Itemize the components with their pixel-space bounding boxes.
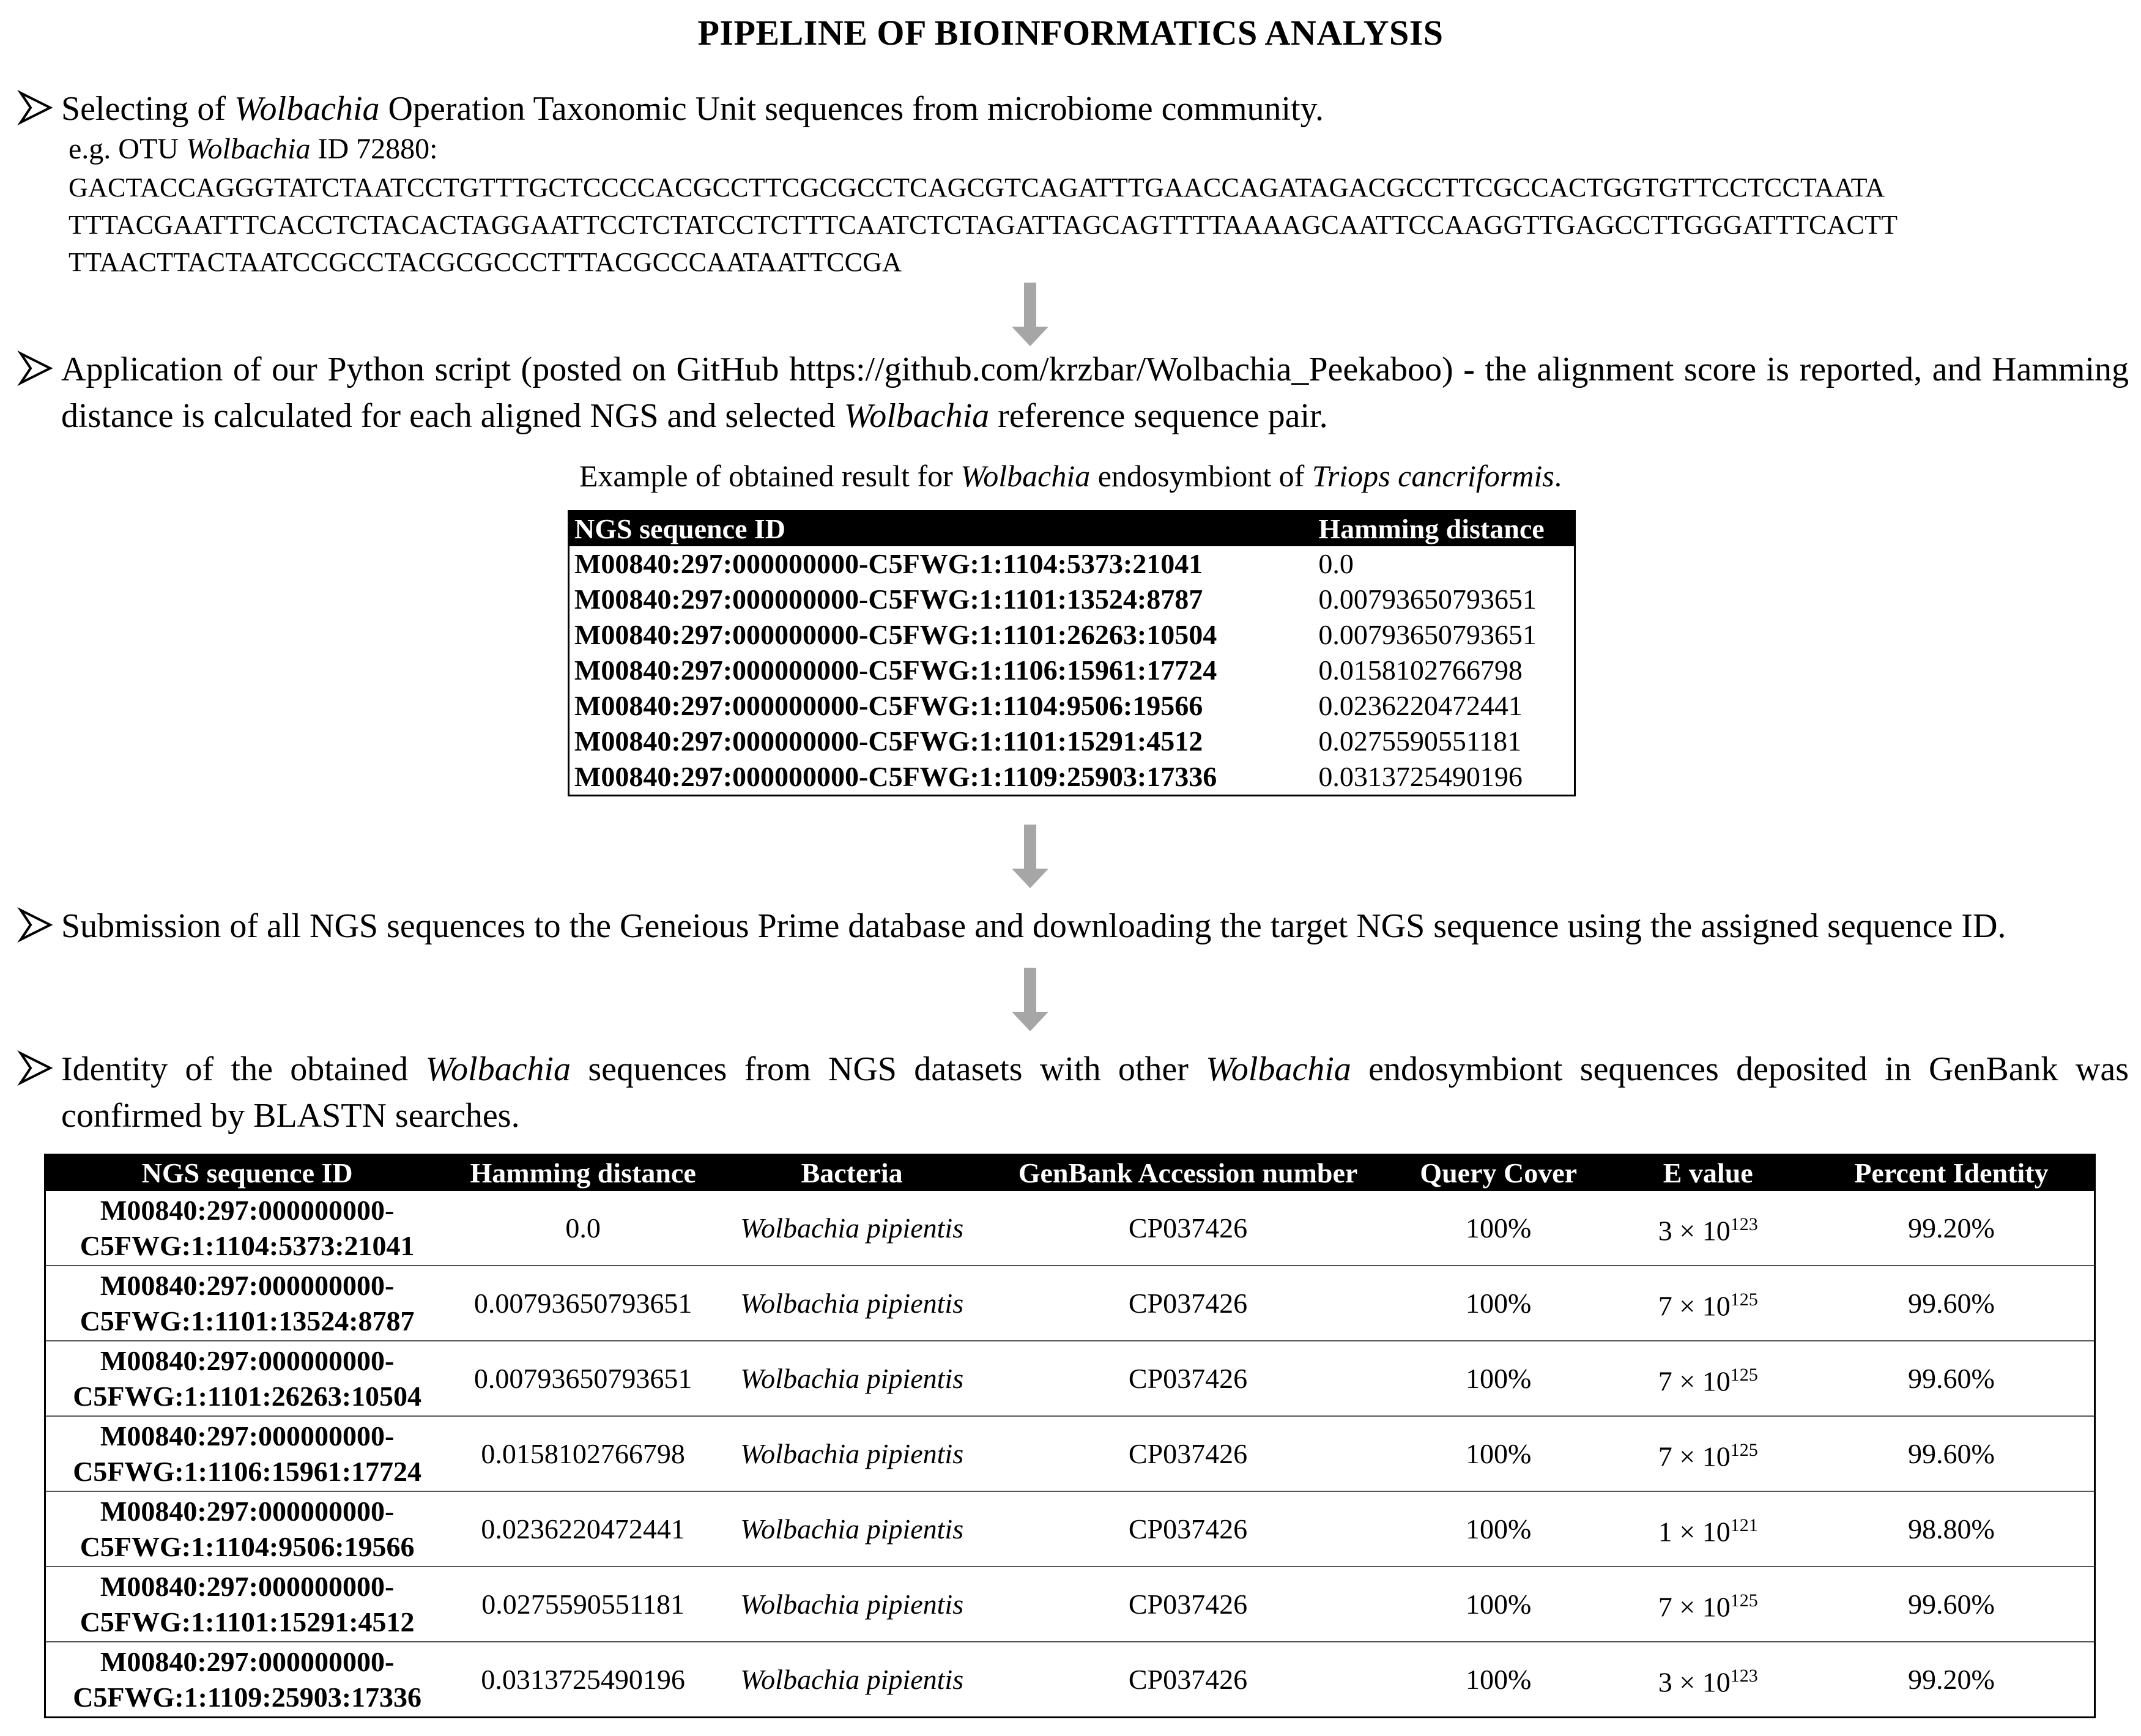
e-value-cell: $7 \times 10^{125}$ bbox=[1608, 1341, 1809, 1416]
arrowhead-bullet-icon bbox=[17, 1050, 54, 1086]
table-row bbox=[569, 617, 1575, 653]
e-value-cell: $7 \times 10^{125}$ bbox=[1608, 1416, 1809, 1491]
table-row bbox=[45, 1416, 2095, 1491]
hamming-cell: 0.00793650793651 bbox=[448, 1266, 718, 1341]
accession-cell: CP037426 bbox=[986, 1266, 1390, 1341]
query-cover-cell: 100% bbox=[1390, 1491, 1608, 1567]
hamming-cell: 0.0313725490196 bbox=[1318, 761, 1523, 792]
arrowhead-bullet-icon bbox=[17, 907, 54, 943]
sequence-line: TTTACGAATTTCACCTCTACACTAGGAATTCCTCTATCCTCTTTCAATCTCTAGATTAGCAGTTTTAAAAGCAATTCCAAGGTTGAGCCTTGGGATTTCACTT bbox=[69, 210, 1898, 240]
hamming-cell: 0.0 bbox=[1318, 548, 1354, 579]
table-caption: Example of obtained result for Wolbachia endosymbiont of Triops cancriformis. bbox=[579, 459, 1562, 493]
bacteria-cell: Wolbachia pipientis bbox=[718, 1416, 986, 1491]
e-value-cell: $1 \times 10^{121}$ bbox=[1608, 1491, 1809, 1567]
hamming-cell: 0.0158102766798 bbox=[448, 1416, 718, 1491]
page-title: PIPELINE OF BIOINFORMATICS ANALYSIS bbox=[697, 13, 1444, 53]
sequence-id-cell: M00840:297:000000000- C5FWG:1:1104:5373:21041 bbox=[45, 1191, 449, 1266]
sequence-id-cell: M00840:297:000000000- C5FWG:1:1101:13524:8787 bbox=[45, 1266, 449, 1341]
blastn-results-table bbox=[44, 1154, 2096, 1718]
percent-identity-cell: 99.20% bbox=[1809, 1191, 2095, 1266]
hamming-cell: 0.00793650793651 bbox=[448, 1341, 718, 1416]
table-row bbox=[569, 582, 1575, 617]
hamming-cell: 0.0236220472441 bbox=[448, 1491, 718, 1567]
sequence-id-cell: M00840:297:000000000-C5FWG:1:1106:15961:17724 bbox=[574, 655, 1217, 686]
accession-cell: CP037426 bbox=[986, 1642, 1390, 1718]
example-label: e.g. OTU Wolbachia ID 72880: bbox=[69, 133, 438, 165]
step-2 bbox=[17, 346, 2129, 439]
sequence-id-cell: M00840:297:000000000- C5FWG:1:1101:26263:10504 bbox=[45, 1341, 449, 1416]
step-2-text: Application of our Python script (posted on GitHub https://github.com/krzbar/Wolbachia_Peekaboo) - the alignment score is reported, and Hamming distance is calculated for each aligned NGS and selected Wolbachia reference sequence pair. bbox=[61, 351, 2129, 435]
bacteria-cell: Wolbachia pipientis bbox=[718, 1491, 986, 1567]
sequence-line: TTAACTTACTAATCCGCCTACGCGCCCTTTACGCCCAATAATTCCGA bbox=[69, 247, 902, 277]
column-header: Hamming distance bbox=[1282, 511, 1575, 547]
hamming-cell: 0.0 bbox=[448, 1191, 718, 1266]
bacteria-cell: Wolbachia pipientis bbox=[718, 1191, 986, 1266]
sequence-id-cell: M00840:297:000000000- C5FWG:1:1104:9506:19566 bbox=[45, 1491, 449, 1567]
sequence-id-cell: M00840:297:000000000- C5FWG:1:1109:25903:17336 bbox=[45, 1642, 449, 1718]
column-header: Bacteria bbox=[718, 1155, 986, 1192]
sequence-id-cell: M00840:297:000000000-C5FWG:1:1101:13524:8787 bbox=[574, 584, 1203, 615]
table-row bbox=[45, 1491, 2095, 1567]
hamming-cell: 0.0313725490196 bbox=[448, 1642, 718, 1718]
hamming-cell: 0.00793650793651 bbox=[1318, 584, 1537, 615]
arrowhead-bullet-icon bbox=[17, 89, 54, 126]
sequence-id-cell: M00840:297:000000000-C5FWG:1:1109:25903:17336 bbox=[574, 761, 1217, 792]
hamming-cell: 0.0275590551181 bbox=[448, 1567, 718, 1642]
query-cover-cell: 100% bbox=[1390, 1567, 1608, 1642]
otu-sequence bbox=[69, 169, 2112, 281]
hamming-cell: 0.0275590551181 bbox=[1318, 725, 1522, 757]
step-3 bbox=[17, 903, 2129, 949]
percent-identity-cell: 98.80% bbox=[1809, 1491, 2095, 1567]
down-arrow-icon bbox=[1011, 283, 1050, 347]
query-cover-cell: 100% bbox=[1390, 1642, 1608, 1718]
sequence-id-cell: M00840:297:000000000-C5FWG:1:1101:26263:10504 bbox=[574, 619, 1217, 650]
step-1-text: Selecting of Wolbachia Operation Taxonomic Unit sequences from microbiome community. bbox=[61, 90, 1324, 128]
step-1 bbox=[17, 86, 2129, 132]
accession-cell: CP037426 bbox=[986, 1416, 1390, 1491]
percent-identity-cell: 99.20% bbox=[1809, 1642, 2095, 1718]
column-header: NGS sequence ID bbox=[569, 511, 1282, 547]
table-row bbox=[569, 759, 1575, 796]
bacteria-cell: Wolbachia pipientis bbox=[718, 1341, 986, 1416]
sequence-id-cell: M00840:297:000000000-C5FWG:1:1101:15291:4512 bbox=[574, 725, 1203, 757]
table-row bbox=[569, 546, 1575, 582]
percent-identity-cell: 99.60% bbox=[1809, 1416, 2095, 1491]
e-value-cell: $7 \times 10^{125}$ bbox=[1608, 1567, 1809, 1642]
accession-cell: CP037426 bbox=[986, 1191, 1390, 1266]
sequence-id-cell: M00840:297:000000000-C5FWG:1:1104:5373:21041 bbox=[574, 548, 1203, 579]
column-header: Percent Identity bbox=[1809, 1155, 2095, 1192]
arrowhead-bullet-icon bbox=[17, 350, 54, 387]
column-header: Query Cover bbox=[1390, 1155, 1608, 1192]
down-arrow-icon bbox=[1011, 968, 1050, 1033]
sequence-line: GACTACCAGGGTATCTAATCCTGTTTGCTCCCCACGCCTTCGCGCCTCAGCGTCAGATTTGAACCAGATAGACGCCTTCGCCACTGGTGTTCCTCCTAATA bbox=[69, 172, 1885, 202]
query-cover-cell: 100% bbox=[1390, 1266, 1608, 1341]
hamming-cell: 0.0236220472441 bbox=[1318, 690, 1523, 721]
table-row bbox=[569, 688, 1575, 724]
e-value-cell: $3 \times 10^{123}$ bbox=[1608, 1642, 1809, 1718]
sequence-id-cell: M00840:297:000000000- C5FWG:1:1101:15291:4512 bbox=[45, 1567, 449, 1642]
query-cover-cell: 100% bbox=[1390, 1416, 1608, 1491]
table-row bbox=[45, 1341, 2095, 1416]
column-header: NGS sequence ID bbox=[45, 1155, 449, 1192]
table-row bbox=[569, 653, 1575, 688]
e-value-cell: $3 \times 10^{123}$ bbox=[1608, 1191, 1809, 1266]
bacteria-cell: Wolbachia pipientis bbox=[718, 1567, 986, 1642]
table-row bbox=[569, 724, 1575, 759]
percent-identity-cell: 99.60% bbox=[1809, 1341, 2095, 1416]
step-4-text: Identity of the obtained Wolbachia sequences from NGS datasets with other Wolbachia endosymbiont sequences deposited in GenBank was confirmed by BLASTN searches. bbox=[61, 1050, 2129, 1135]
sequence-id-cell: M00840:297:000000000- C5FWG:1:1106:15961:17724 bbox=[45, 1416, 449, 1491]
percent-identity-cell: 99.60% bbox=[1809, 1567, 2095, 1642]
column-header: GenBank Accession number bbox=[986, 1155, 1390, 1192]
accession-cell: CP037426 bbox=[986, 1491, 1390, 1567]
column-header: E value bbox=[1608, 1155, 1809, 1192]
hamming-cell: 0.0158102766798 bbox=[1318, 655, 1523, 686]
hamming-distance-table bbox=[568, 510, 1576, 796]
table-row bbox=[45, 1266, 2095, 1341]
table-row bbox=[45, 1642, 2095, 1718]
table-row bbox=[45, 1567, 2095, 1642]
step-4 bbox=[17, 1046, 2129, 1139]
bacteria-cell: Wolbachia pipientis bbox=[718, 1266, 986, 1341]
accession-cell: CP037426 bbox=[986, 1341, 1390, 1416]
bacteria-cell: Wolbachia pipientis bbox=[718, 1642, 986, 1718]
sequence-id-cell: M00840:297:000000000-C5FWG:1:1104:9506:19566 bbox=[574, 690, 1203, 721]
accession-cell: CP037426 bbox=[986, 1567, 1390, 1642]
e-value-cell: $7 \times 10^{125}$ bbox=[1608, 1266, 1809, 1341]
query-cover-cell: 100% bbox=[1390, 1191, 1608, 1266]
down-arrow-icon bbox=[1011, 825, 1050, 889]
query-cover-cell: 100% bbox=[1390, 1341, 1608, 1416]
hamming-cell: 0.00793650793651 bbox=[1318, 619, 1537, 650]
step-3-text: Submission of all NGS sequences to the Geneious Prime database and downloading the target NGS sequence using the assigned sequence ID. bbox=[61, 907, 2006, 945]
table-row bbox=[45, 1191, 2095, 1266]
percent-identity-cell: 99.60% bbox=[1809, 1266, 2095, 1341]
column-header: Hamming distance bbox=[448, 1155, 718, 1192]
